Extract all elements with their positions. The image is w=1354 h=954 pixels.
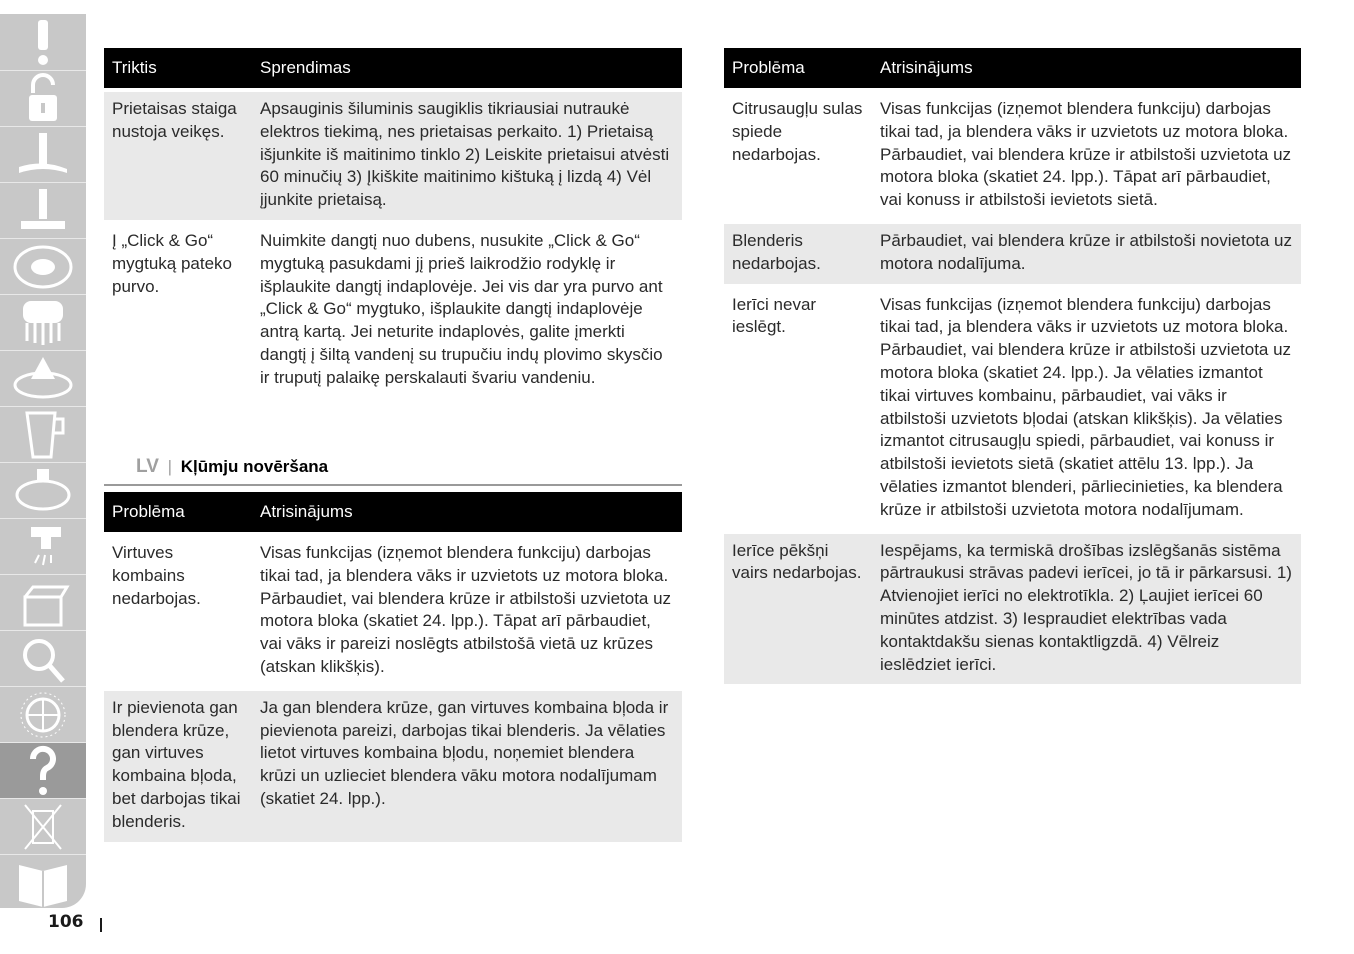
solution-cell: Pārbaudiet, vai blendera krūze ir atbilstoši novietota uz motora nodalījuma. <box>872 222 1301 286</box>
dough-blade-icon <box>11 185 75 237</box>
solution-cell: Visas funkcijas (izņemot blendera funkciju) darbojas tikai tad, ja blendera vāks ir uzvietots uz motora bloka. Pārbaudiet, vai blendera krūze ir atbilstoši uzvietota uz motora bloka (skatiet 24. lpp.). Tāpat arī pārbaudiet, vai vāks ir pareizi noslēgts atbilstošā vietā uz krūzes (atskan klikšķis). <box>252 534 682 689</box>
page-number: 106 <box>48 912 84 932</box>
solution-cell: Iespējams, ka termiskā drošības izslēgšanās sistēma pārtraukusi strāvas padevi ierīcei, jo tā ir pārkarsusi. 1) Atvienojiet ierīci no elektrotīkla. 2) Ļaujiet ierīcei 60 minūtes atdzist. 3) Iespraudiet elektrības vada kontaktdakšu sienas kontaktligzdā. 4) Vēlreiz ieslēdziet ierīci. <box>872 532 1301 685</box>
table-header <box>104 48 682 90</box>
table-row <box>724 286 1301 532</box>
heading-separator: | <box>167 457 173 476</box>
sidebar-tab-whisk[interactable] <box>0 294 86 350</box>
problem-cell: Blenderis nedarbojas. <box>724 222 872 286</box>
problem-cell: Virtuves kombains nedarbojas. <box>104 534 252 689</box>
tap-icon <box>11 521 75 573</box>
mill-icon <box>11 465 75 517</box>
page-number-divider <box>100 918 102 932</box>
sidebar-tab-troubleshooting[interactable] <box>0 742 86 798</box>
storage-box-icon <box>11 577 75 629</box>
language-code: LV <box>136 456 159 477</box>
unlock-icon <box>11 73 75 125</box>
table-header <box>724 48 1301 90</box>
sidebar-nav <box>0 14 86 908</box>
knife-blade-icon <box>11 129 75 181</box>
sidebar-tab-blender[interactable] <box>0 406 86 462</box>
citrus-press-icon <box>11 353 75 405</box>
sidebar-tab-storage[interactable] <box>0 574 86 630</box>
table-header <box>104 492 682 534</box>
solution-cell: Visas funkcijas (izņemot blendera funkciju) darbojas tikai tad, ja blendera vāks ir uzvietots uz motora bloka. Pārbaudiet, vai blendera krūze ir atbilstoši uzvietota uz motora bloka (skatiet 24. lpp.). Ja vēlaties izmantot tikai virtuves kombainu, pārbaudiet, vai vāks ir atbilstoši uzvietots bļodai (atskan klikšķis). Ja vēlaties izmantot citrusaugļu spiedi, pārbaudiet, vai konuss ir atbilstoši ievietots sietā (skatiet attēlu 13. lpp.). Ja vēlaties izmantot blenderi, pārliecinieties, ka blendera krūze ir atbilstoši uzvietota motora nodalījumam. <box>872 286 1301 532</box>
whisk-icon <box>11 297 75 349</box>
column-header-solution: Atrisinājums <box>872 48 1301 90</box>
problem-cell: Ir pievienota gan blendera krūze, gan virtuves kombaina bļoda, bet darbojas tikai blenderis. <box>104 689 252 842</box>
sidebar-tab-mill[interactable] <box>0 462 86 518</box>
section-divider <box>104 484 682 486</box>
column-header-problem: Triktis <box>104 48 252 90</box>
problem-cell: Ierīce pēkšņi vairs nedarbojas. <box>724 532 872 685</box>
table-row <box>104 222 682 398</box>
solution-cell: Ja gan blendera krūze, gan virtuves kombaina bļoda ir pievienota pareizi, darbojas tikai blenderis. Ja vēlaties lietot virtuves kombaina bļodu, noņemiet blendera krūzi un uzlieciet blendera vāku motora nodalījumam (skatiet 24. lpp.). <box>252 689 682 842</box>
question-mark-icon <box>11 745 75 797</box>
column-header-solution: Sprendimas <box>252 48 682 90</box>
sidebar-tab-unlock[interactable] <box>0 70 86 126</box>
problem-cell: Citrusaugļu sulas spiede nedarbojas. <box>724 90 872 222</box>
column-header-solution: Atrisinājums <box>252 492 682 534</box>
magnifier-icon <box>11 633 75 685</box>
sidebar-tab-search[interactable] <box>0 630 86 686</box>
troubleshooting-table-lv-right <box>724 48 1301 684</box>
crossed-bin-icon <box>11 801 75 853</box>
table-row <box>724 222 1301 286</box>
table-row <box>104 90 682 222</box>
slicing-disc-icon <box>11 241 75 293</box>
manual-book-icon <box>11 857 75 909</box>
solution-cell: Visas funkcijas (izņemot blendera funkciju) darbojas tikai tad, ja blendera vāks ir uzvietots uz motora bloka. Pārbaudiet, vai blendera krūze ir atbilstoši uzvietota uz motora bloka (skatiet 24. lpp.). Tāpat arī pārbaudiet, vai konuss ir atbilstoši ievietots sietā. <box>872 90 1301 222</box>
table-row <box>104 689 682 842</box>
solution-cell: Nuimkite dangtį nuo dubens, nusukite „Click & Go“ mygtuką pasukdami jį prieš laikrodžio rodyklę ir išplaukite dangtį indaplovėje. Jei vis dar yra purvo ant „Click & Go“ mygtuko, išplaukite dangtį indaplovėje antrą kartą. Jei neturite indaplovės, galite įmerkti dangtį į šiltą vandenį su trupučiu indų plovimo skysčio ir truputį palaikę perskalauti švariu vandeniu. <box>252 222 682 398</box>
table-row <box>104 534 682 689</box>
sidebar-tab-manual[interactable] <box>0 854 86 910</box>
sidebar-tab-citrus[interactable] <box>0 350 86 406</box>
sidebar-tab-dough[interactable] <box>0 182 86 238</box>
section-heading <box>136 456 328 478</box>
sidebar-tab-safety[interactable] <box>0 14 86 70</box>
troubleshooting-table-lt <box>104 48 682 398</box>
sidebar-tab-knife[interactable] <box>0 126 86 182</box>
blender-jar-icon <box>11 409 75 461</box>
sidebar-tab-cleaning[interactable] <box>0 518 86 574</box>
section-title: Kļūmju novēršana <box>180 457 329 476</box>
sidebar-tab-disposal[interactable] <box>0 798 86 854</box>
problem-cell: Į „Click & Go“ mygtuką pateko purvo. <box>104 222 252 398</box>
table-row <box>724 90 1301 222</box>
troubleshooting-table-lv-left <box>104 492 682 842</box>
problem-cell: Ierīci nevar ieslēgt. <box>724 286 872 532</box>
column-header-problem: Problēma <box>104 492 252 534</box>
table-row <box>724 532 1301 685</box>
sidebar-tab-guarantee[interactable] <box>0 686 86 742</box>
sidebar-tab-disc[interactable] <box>0 238 86 294</box>
problem-cell: Prietaisas staiga nustoja veikęs. <box>104 90 252 222</box>
worldwide-guarantee-icon <box>11 689 75 741</box>
solution-cell: Apsauginis šiluminis saugiklis tikriausiai nutraukė elektros tiekimą, nes prietaisas perkaito. 1) Prietaisą išjunkite iš maitinimo tinklo 2) Leiskite prietaisui atvėsti 60 minučių 3) Įkiškite maitinimo kištuką į lizdą 4) Vėl įjunkite prietaisą. <box>252 90 682 222</box>
column-header-problem: Problēma <box>724 48 872 90</box>
exclamation-icon <box>11 16 75 68</box>
